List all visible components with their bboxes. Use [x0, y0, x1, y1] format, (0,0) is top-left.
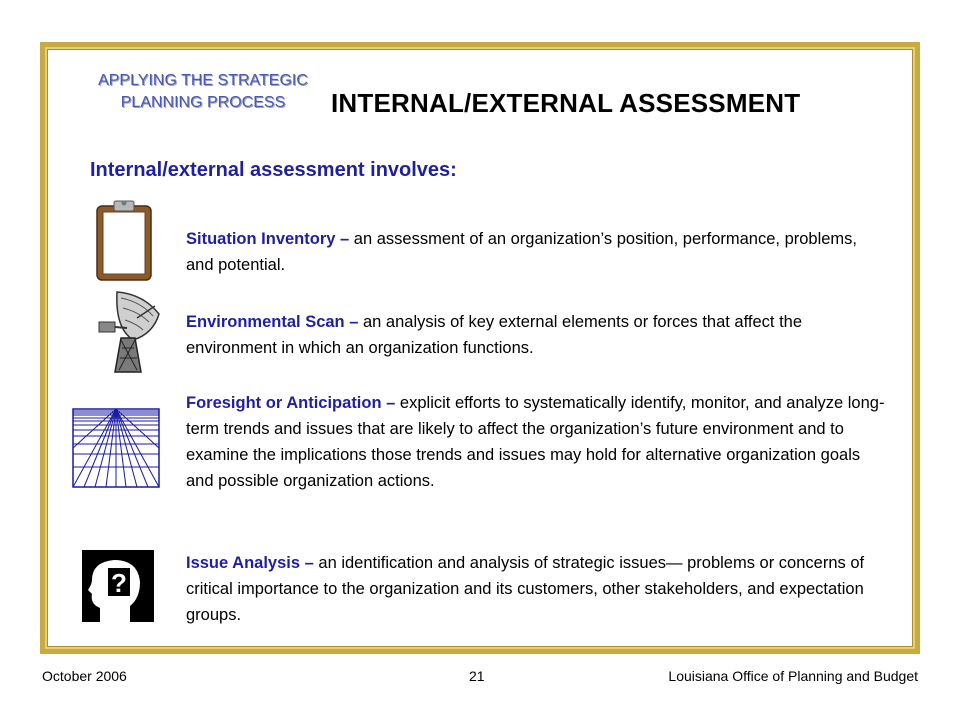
section-heading: Internal/external assessment involves: — [90, 159, 457, 181]
satellite-dish-icon — [93, 288, 163, 374]
item-term: Foresight or Anticipation — [186, 394, 382, 412]
item-dash: – — [381, 394, 400, 412]
subtitle-line-1: APPLYING THE STRATEGIC — [98, 72, 308, 89]
item-description: an analysis of key external elements or forces that affect the environment in which an organization functions. — [186, 313, 803, 357]
svg-text:?: ? — [111, 568, 127, 598]
item-term: Situation Inventory — [186, 230, 336, 248]
perspective-grid-icon — [72, 408, 160, 488]
item-dash: – — [335, 230, 354, 248]
item-term: Issue Analysis — [186, 554, 301, 572]
list-item-situation-inventory — [186, 226, 886, 278]
list-item-issue-analysis — [186, 550, 886, 628]
item-description: explicit efforts to systematically identify, monitor, and analyze long-term trends and issues that are likely to affect the organization’s future environment and to examine the implications those trends and issues may hold for alternative organization goals and possible organization actions. — [186, 394, 885, 490]
footer-organization: Louisiana Office of Planning and Budget — [668, 668, 918, 684]
list-item-foresight — [186, 390, 886, 494]
footer-date: October 2006 — [42, 668, 127, 684]
item-description: an identification and analysis of strategic issues— problems or concerns of critical importance to the organization and its customers, other stakeholders, and expectation groups. — [186, 554, 865, 624]
subtitle-line-2: PLANNING PROCESS — [120, 94, 286, 111]
clipboard-icon — [95, 198, 153, 282]
slide-title: INTERNAL/EXTERNAL ASSESSMENT — [331, 88, 801, 118]
item-dash: – — [344, 313, 363, 331]
head-question-icon — [82, 550, 154, 622]
footer-page-number: 21 — [469, 668, 485, 684]
item-dash: – — [300, 554, 319, 572]
slide-subtitle — [78, 70, 328, 114]
list-item-environmental-scan — [186, 309, 886, 361]
item-description: an assessment of an organization’s position, performance, problems, and potential. — [186, 230, 858, 274]
item-term: Environmental Scan — [186, 313, 345, 331]
